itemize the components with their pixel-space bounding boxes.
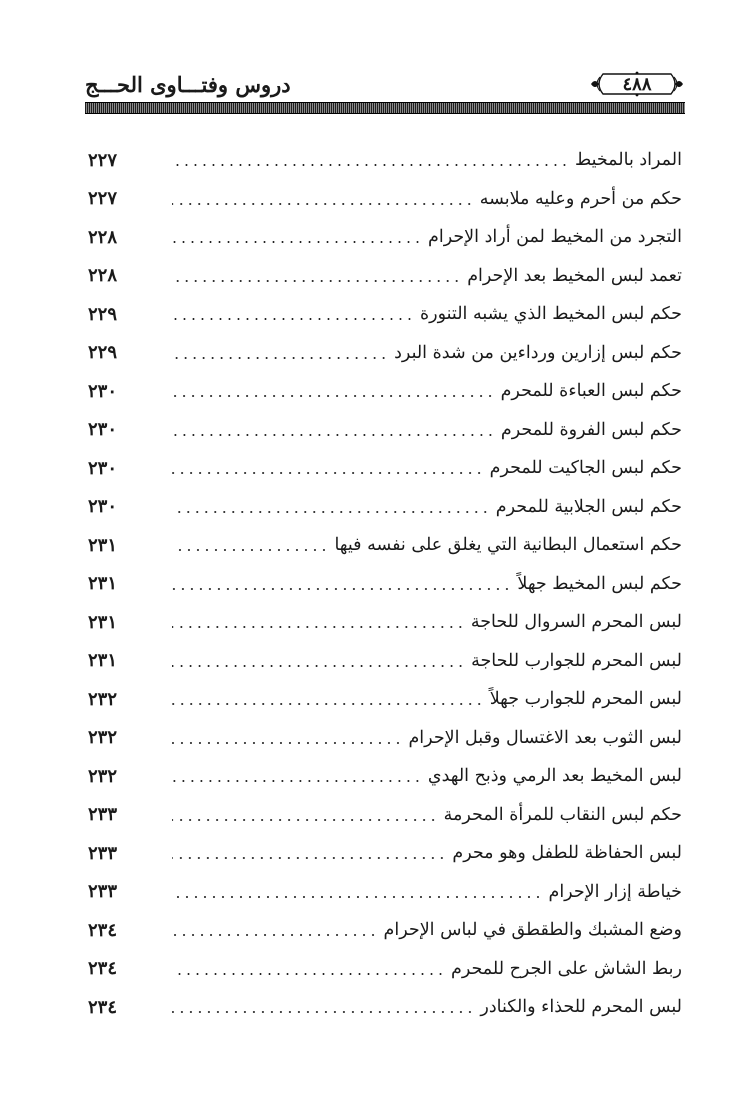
- dot-leader: [172, 549, 328, 551]
- dot-leader: [172, 434, 495, 436]
- toc-entry: [88, 334, 682, 373]
- toc-entry: [88, 603, 682, 642]
- dot-leader: [172, 318, 414, 320]
- toc-entry-title: لبس الثوب بعد الاغتسال وقبل الإحرام: [408, 727, 682, 748]
- toc-entry: [88, 372, 682, 411]
- toc-entry-page: ٢٣٣: [88, 842, 118, 864]
- toc-entry: [88, 526, 682, 565]
- toc-entry-page: ٢٣٠: [88, 496, 118, 518]
- dot-leader: [172, 280, 461, 282]
- toc-entry-page: ٢٢٨: [88, 226, 118, 248]
- page-number: ٤٨٨: [622, 73, 652, 95]
- toc-entry-title: تعمد لبس المخيط بعد الإحرام: [467, 265, 682, 286]
- dot-leader: [172, 819, 438, 821]
- page-number-badge: [589, 70, 685, 98]
- toc-entry: [88, 796, 682, 835]
- dot-leader: [172, 203, 474, 205]
- dot-leader: [172, 357, 388, 359]
- toc-entry-page: ٢٣٣: [88, 804, 118, 826]
- dot-leader: [172, 1011, 474, 1013]
- toc-entry-page: ٢٣٢: [88, 688, 118, 710]
- toc-entry: [88, 218, 682, 257]
- toc-entry-page: ٢٢٧: [88, 149, 118, 171]
- dot-leader: [172, 511, 490, 513]
- dot-leader: [172, 588, 511, 590]
- toc-entry-page: ٢٢٩: [88, 303, 118, 325]
- toc-entry-title: لبس المحرم السروال للحاجة: [470, 612, 682, 633]
- dot-leader: [172, 665, 465, 667]
- toc-entry: [88, 950, 682, 989]
- toc-entry-title: لبس الحفاظة للطفل وهو محرم: [452, 843, 682, 864]
- toc-entry: [88, 565, 682, 604]
- dot-leader: [172, 164, 569, 166]
- toc-entry-page: ٢٣٢: [88, 727, 118, 749]
- dot-leader: [172, 973, 445, 975]
- toc-entry-page: ٢٢٨: [88, 265, 118, 287]
- toc-entry-title: وضع المشبك والطقطق في لباس الإحرام: [383, 920, 682, 941]
- toc-entry-title: حكم لبس الجلابية للمحرم: [495, 496, 682, 517]
- dot-leader: [172, 742, 402, 744]
- toc-entry-title: لبس المخيط بعد الرمي وذبح الهدي: [427, 766, 682, 787]
- toc-entry-title: لبس المحرم للجوارب للحاجة: [471, 650, 682, 671]
- toc-entry-title: حكم من أحرم وعليه ملابسه: [479, 188, 682, 209]
- toc-entry-title: حكم لبس الفروة للمحرم: [500, 419, 682, 440]
- toc-entry-title: خياطة إزار الإحرام: [548, 881, 682, 902]
- toc-entry: [88, 257, 682, 296]
- header-rule: [85, 102, 685, 114]
- toc-entry-title: التجرد من المخيط لمن أراد الإحرام: [428, 227, 682, 248]
- page-header: [85, 68, 685, 114]
- toc-entry-page: ٢٣٣: [88, 881, 118, 903]
- book-title: دروس وفتـــاوى الحـــج: [85, 72, 291, 97]
- toc-entry: [88, 141, 682, 180]
- toc-entry-title: حكم لبس الجاكيت للمحرم: [489, 458, 682, 479]
- toc-entry-title: لبس المحرم للجوارب جهلاً: [489, 689, 682, 710]
- toc-entry: [88, 411, 682, 450]
- toc-entry: [88, 988, 682, 1027]
- toc-entry-page: ٢٣٤: [88, 958, 118, 980]
- dot-leader: [172, 395, 495, 397]
- toc-entry-page: ٢٢٩: [88, 342, 118, 364]
- toc-entry-title: حكم لبس إزارين ورداءين من شدة البرد: [394, 342, 682, 363]
- toc-entry-title: ربط الشاش على الجرح للمحرم: [451, 958, 682, 979]
- dot-leader: [172, 857, 446, 859]
- dot-leader: [172, 780, 422, 782]
- toc-entry: [88, 719, 682, 758]
- toc-entry: [88, 642, 682, 681]
- toc-entry: [88, 680, 682, 719]
- toc-entry-page: ٢٣٠: [88, 457, 118, 479]
- toc-entry-page: ٢٣٠: [88, 419, 118, 441]
- dot-leader: [172, 896, 542, 898]
- toc-entry-title: حكم استعمال البطانية التي يغلق على نفسه فيها: [334, 535, 682, 556]
- toc-entry-title: حكم لبس المخيط جهلاً: [517, 573, 682, 594]
- toc-entry-page: ٢٣٠: [88, 380, 118, 402]
- table-of-contents: [88, 141, 682, 1027]
- toc-entry-page: ٢٣١: [88, 650, 118, 672]
- toc-entry: [88, 295, 682, 334]
- toc-entry-title: لبس المحرم للحذاء والكنادر: [480, 997, 682, 1018]
- toc-entry: [88, 757, 682, 796]
- toc-entry-page: ٢٣١: [88, 611, 118, 633]
- toc-entry-title: المراد بالمخيط: [574, 150, 682, 171]
- toc-entry: [88, 873, 682, 912]
- toc-entry-page: ٢٣١: [88, 573, 118, 595]
- toc-entry: [88, 449, 682, 488]
- toc-entry-page: ٢٣١: [88, 534, 118, 556]
- toc-entry-title: حكم لبس العباءة للمحرم: [500, 381, 682, 402]
- toc-entry: [88, 834, 682, 873]
- dot-leader: [172, 934, 378, 936]
- dot-leader: [172, 472, 484, 474]
- toc-entry-title: حكم لبس المخيط الذي يشبه التنورة: [419, 304, 682, 325]
- toc-entry: [88, 911, 682, 950]
- toc-entry-page: ٢٢٧: [88, 188, 118, 210]
- toc-entry-title: حكم لبس النقاب للمرأة المحرمة: [443, 804, 682, 825]
- dot-leader: [172, 626, 465, 628]
- toc-entry: [88, 180, 682, 219]
- toc-entry-page: ٢٣٤: [88, 919, 118, 941]
- toc-entry-page: ٢٣٤: [88, 996, 118, 1018]
- toc-entry-page: ٢٣٢: [88, 765, 118, 787]
- dot-leader: [172, 241, 422, 243]
- dot-leader: [172, 703, 484, 705]
- toc-entry: [88, 488, 682, 527]
